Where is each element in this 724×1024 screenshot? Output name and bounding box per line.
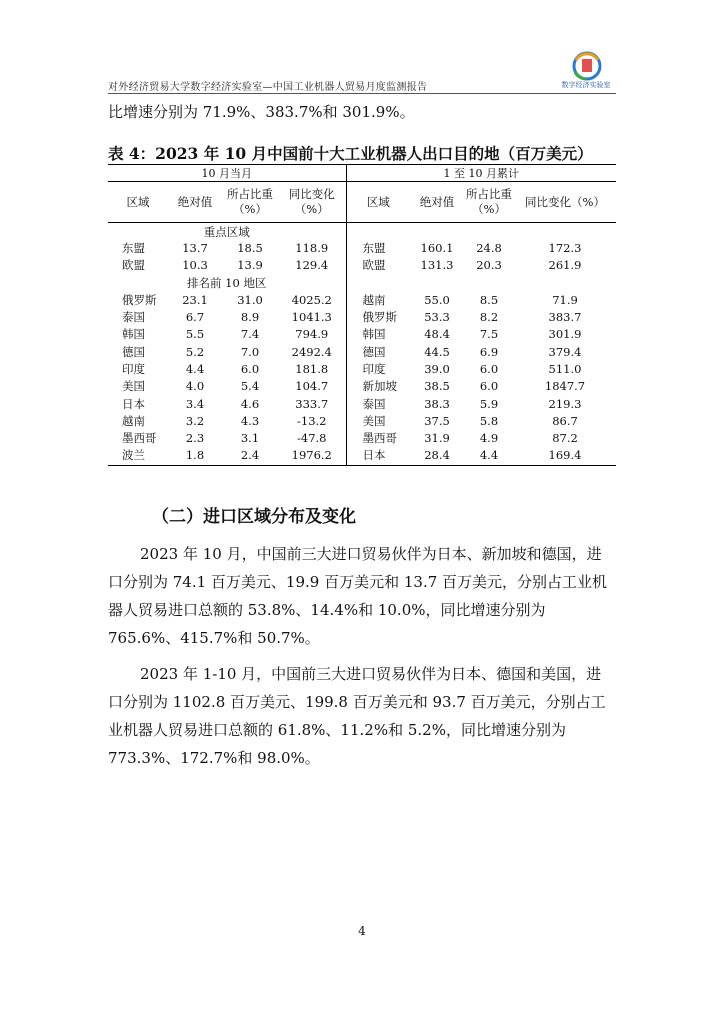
table-cell: 波兰 [108,447,168,465]
table-cell: 24.8 [476,241,502,256]
table-cell: 6.0 [479,361,499,376]
table-cell: 38.5 [424,379,450,394]
col-yoy [278,182,346,223]
table-row [108,343,616,360]
intro-line: 比增速分别为 71.9%、383.7%和 301.9%。 [108,103,415,121]
table-cell: -13.2 [297,413,327,428]
group-header-month: 10 月当月 [108,165,346,182]
export-destination-table [108,164,616,466]
table-row [108,257,616,274]
table-cell: 104.7 [295,379,329,394]
table-cell: 53.3 [424,310,450,325]
table-cell: 泰国 [346,395,410,412]
table-row [108,326,616,343]
table-cell: 219.3 [548,396,582,411]
table-cell: 37.5 [424,413,450,428]
table-cell: 261.9 [548,258,582,273]
table-cell: 韩国 [346,326,410,343]
table-cell: 301.9 [548,327,582,342]
table-cell: 美国 [346,413,410,430]
table-row [108,430,616,447]
section-row [108,275,616,292]
table-cell: 俄罗斯 [346,309,410,326]
table-cell: 160.1 [420,241,454,256]
table-cell: 4.3 [240,413,260,428]
table-cell: 欧盟 [122,258,145,273]
table-cell: 东盟 [346,240,410,257]
section-title-spacer [346,223,616,241]
table-cell: 7.4 [240,327,260,342]
table-cell: 日本 [122,396,145,411]
table-cell: 5.8 [479,413,499,428]
table-cell: 越南 [346,292,410,309]
table-cell: 越南 [122,413,145,428]
paragraph-import-cumulative: 2023 年 1-10 月，中国前三大进口贸易伙伴为日本、德国和美国，进口分别为 1102.8 百万美元、199.8 百万美元和 93.7 百万美元，分别占工业机器人贸易进口总额的 61.8%、11.2%和 5.2%，同比增速分别为 773.3%、172.7%和 98.0%。 [108,665,606,767]
table-cell: 印度 [346,361,410,378]
col-absolute-right: 绝对值 [410,182,464,223]
col-yoy-line2: （%） [294,202,329,216]
table-cell: 86.7 [552,413,578,428]
table-cell: 87.2 [552,431,578,446]
section-title-spacer [346,275,616,292]
col-yoy-line1: 同比变化 [288,187,335,201]
table-cell: 511.0 [548,361,582,376]
table-cell: 4.9 [479,431,499,446]
table-cell: 48.4 [424,327,450,342]
table-cell: 23.1 [182,292,208,307]
table-cell: 俄罗斯 [122,292,157,307]
logo-text: 数字经济实验室 [561,81,611,89]
table-row [108,447,616,465]
table-body [108,223,616,466]
table-cell: 1041.3 [291,310,332,325]
table-cell: 韩国 [122,327,145,342]
table-cell: 欧盟 [346,257,410,274]
table-cell: 8.5 [479,292,499,307]
table-cell: 13.9 [237,258,263,273]
section-title: 重点区域 [203,224,250,239]
table-cell: 7.0 [240,344,260,359]
table-cell: 794.9 [295,327,329,342]
table-cell: 20.3 [476,258,502,273]
table-cell: 泰国 [122,310,145,325]
col-yoy-right: 同比变化（%） [514,182,616,223]
table-cell: 东盟 [122,241,145,256]
table-cell: 31.0 [237,292,263,307]
table-cell: 2.3 [185,431,205,446]
col-region: 区域 [108,182,168,223]
table-cell: 172.3 [548,241,582,256]
group-header-cumulative: 1 至 10 月累计 [346,165,616,182]
table-row [108,361,616,378]
table-cell: 129.4 [295,258,329,273]
table-cell: 日本 [346,447,410,465]
table-cell: 墨西哥 [346,430,410,447]
table-row [108,395,616,412]
table-cell: 美国 [122,379,145,394]
table-row [108,292,616,309]
table-cell: 德国 [346,343,410,360]
paragraph-import-october: 2023 年 10 月，中国前三大进口贸易伙伴为日本、新加坡和德国，进口分别为 74.1 百万美元、19.9 百万美元和 13.7 百万美元，分别占工业机器人贸易进口总额的 53.8%、14.4%和 10.0%，同比增速分别为 765.6%、415.7%和 50.7%。 [108,545,608,647]
table-cell: 5.5 [185,327,205,342]
table-cell: 38.3 [424,396,450,411]
table-cell: 3.1 [240,431,260,446]
table-cell: 118.9 [295,241,329,256]
table-cell: 383.7 [548,310,582,325]
table-cell: 墨西哥 [122,431,157,446]
table-cell: 5.9 [479,396,499,411]
table-cell: 2.4 [222,447,278,465]
table-cell: 379.4 [548,344,582,359]
table-cell: 39.0 [424,361,450,376]
table-cell: 1.8 [168,447,222,465]
col-share [222,182,278,223]
table-cell: 6.7 [185,310,205,325]
table-cell: 5.2 [185,344,205,359]
table-cell: 8.9 [240,310,260,325]
table-cell: 28.4 [410,447,464,465]
table-cell: 新加坡 [346,378,410,395]
table-cell: 10.3 [182,258,208,273]
col-share-right-line2: （%） [472,202,506,216]
table-cell: 55.0 [424,292,450,307]
table-cell: 31.9 [424,431,450,446]
report-header: 对外经济贸易大学数字经济实验室—中国工业机器人贸易月度监测报告 [108,82,428,93]
table-row [108,378,616,395]
table-cell: 4.4 [464,447,514,465]
col-share-right [464,182,514,223]
col-absolute: 绝对值 [168,182,222,223]
table-row [108,413,616,430]
table-cell: 4.6 [240,396,260,411]
table-caption: 表 4：2023 年 10 月中国前十大工业机器人出口目的地（百万美元） [108,144,593,163]
table-cell: 2492.4 [291,344,332,359]
table-cell: 4.4 [185,361,205,376]
table-cell: 6.9 [479,344,499,359]
table-cell: 德国 [122,344,145,359]
section-title: 排名前 10 地区 [187,276,267,291]
table-cell: 1976.2 [278,447,346,465]
col-share-line1: 所占比重 [227,187,273,201]
table-cell: 8.2 [479,310,499,325]
table-cell: 5.4 [240,379,260,394]
table-cell: 3.2 [185,413,205,428]
table-cell: 13.7 [182,241,208,256]
table-cell: 131.3 [420,258,454,273]
table-cell: 181.8 [295,361,329,376]
col-share-line2: （%） [233,202,267,216]
table-cell: 18.5 [237,241,263,256]
table-cell: -47.8 [297,431,327,446]
table-cell: 3.4 [185,396,205,411]
table-cell: 4025.2 [291,292,332,307]
table-cell: 4.0 [185,379,205,394]
table-cell: 7.5 [479,327,499,342]
table-cell: 71.9 [552,292,578,307]
section-row [108,223,616,241]
table-cell: 44.5 [424,344,450,359]
table-cell: 6.0 [479,379,499,394]
page-number: 4 [358,924,366,938]
table-cell: 169.4 [514,447,616,465]
table-row [108,240,616,257]
table-cell: 333.7 [295,396,329,411]
table-cell: 印度 [122,361,145,376]
section-heading: （二）进口区域分布及变化 [152,507,356,527]
table-row [108,309,616,326]
table-cell: 6.0 [240,361,260,376]
col-share-right-line1: 所占比重 [466,187,512,201]
header-divider [108,93,616,94]
col-region-right: 区域 [346,182,410,223]
table-cell: 1847.7 [544,379,586,394]
